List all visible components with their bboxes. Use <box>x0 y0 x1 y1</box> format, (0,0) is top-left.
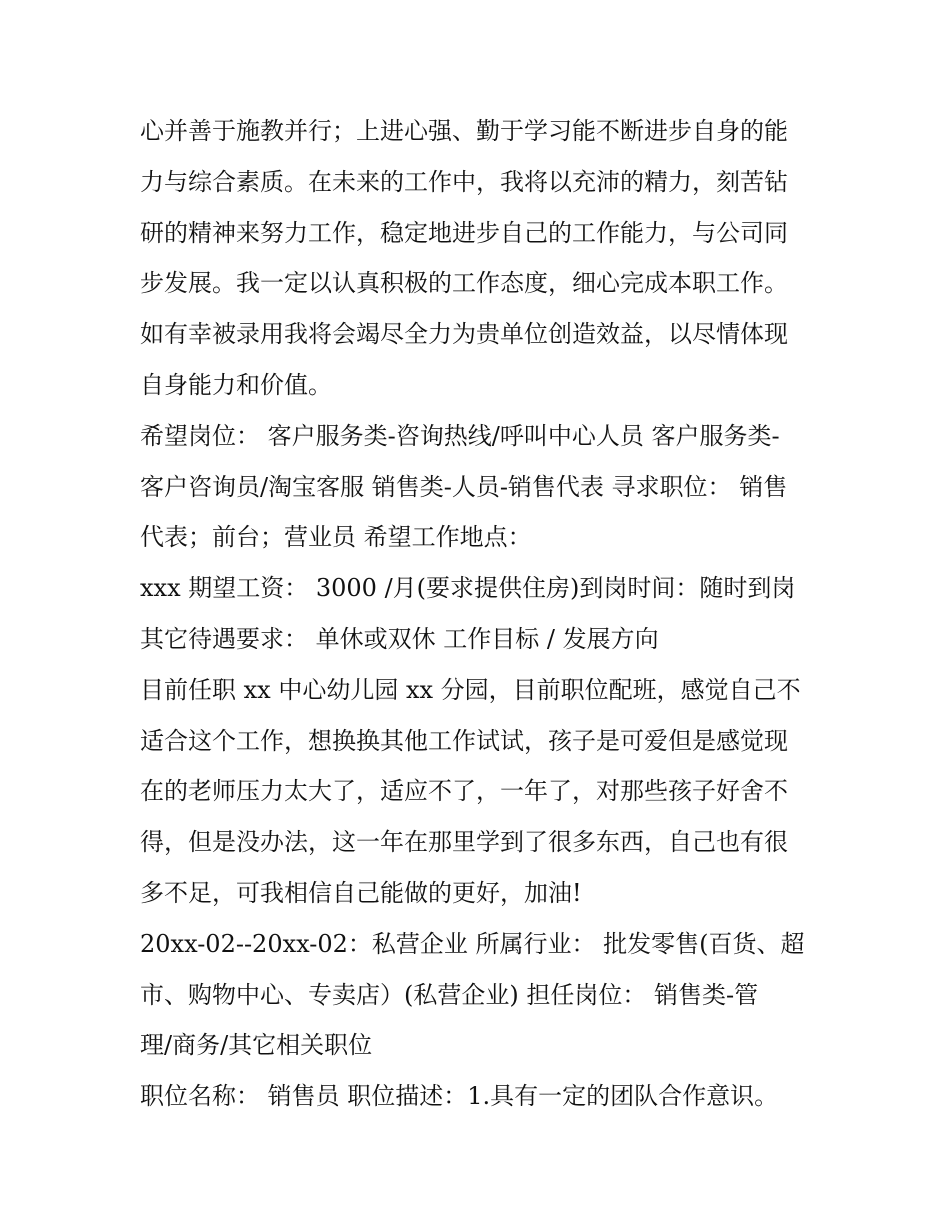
text-line: 理/商务/其它相关职位 <box>140 1031 373 1060</box>
text-line: 心并善于施教并行；上进心强、勤于学习能不断进步自身的能 <box>140 117 788 145</box>
text-line: 研的精神来努力工作，稳定地进步自己的工作能力，与公司同 <box>140 218 788 247</box>
text-line: 目前任职 xx 中心幼儿园 xx 分园，目前职位配班，感觉自己不 <box>140 675 801 704</box>
text-line: 职位名称： 销售员 职位描述：1.具有一定的团队合作意识。 <box>140 1082 779 1111</box>
text-line: 20xx-02--20xx-02：私营企业 所属行业： 批发零售(百货、超 <box>140 929 805 958</box>
text-line: 其它待遇要求： 单休或双休 工作目标 / 发展方向 <box>140 624 659 653</box>
text-line: 得，但是没办法，这一年在那里学到了很多东西，自己也有很 <box>140 828 788 857</box>
text-line: 在的老师压力太大了，适应不了，一年了，对那些孩子好舍不 <box>140 777 788 806</box>
text-line: 自身能力和价值。 <box>140 370 332 399</box>
text-line: 市、购物中心、专卖店）(私营企业) 担任岗位： 销售类-管 <box>140 980 759 1009</box>
text-line: 如有幸被录用我将会竭尽全力为贵单位创造效益，以尽情体现 <box>140 320 788 349</box>
document-body <box>140 106 820 1122</box>
text-line: 多不足，可我相信自己能做的更好，加油! <box>140 878 582 907</box>
text-line: xxx 期望工资： 3000 /月(要求提供住房)到岗时间：随时到岗 <box>140 574 796 603</box>
text-line: 代表；前台；营业员 希望工作地点： <box>140 523 532 552</box>
text-line: 希望岗位： 客户服务类-咨询热线/呼叫中心人员 客户服务类- <box>140 421 780 450</box>
text-line: 步发展。我一定以认真积极的工作态度，细心完成本职工作。 <box>140 269 788 298</box>
text-line: 客户咨询员/淘宝客服 销售类-人员-销售代表 寻求职位： 销售 <box>140 472 788 501</box>
text-line: 力与综合素质。在未来的工作中，我将以充沛的精力，刻苦钻 <box>140 167 788 196</box>
text-line: 适合这个工作，想换换其他工作试试，孩子是可爱但是感觉现 <box>140 726 788 755</box>
